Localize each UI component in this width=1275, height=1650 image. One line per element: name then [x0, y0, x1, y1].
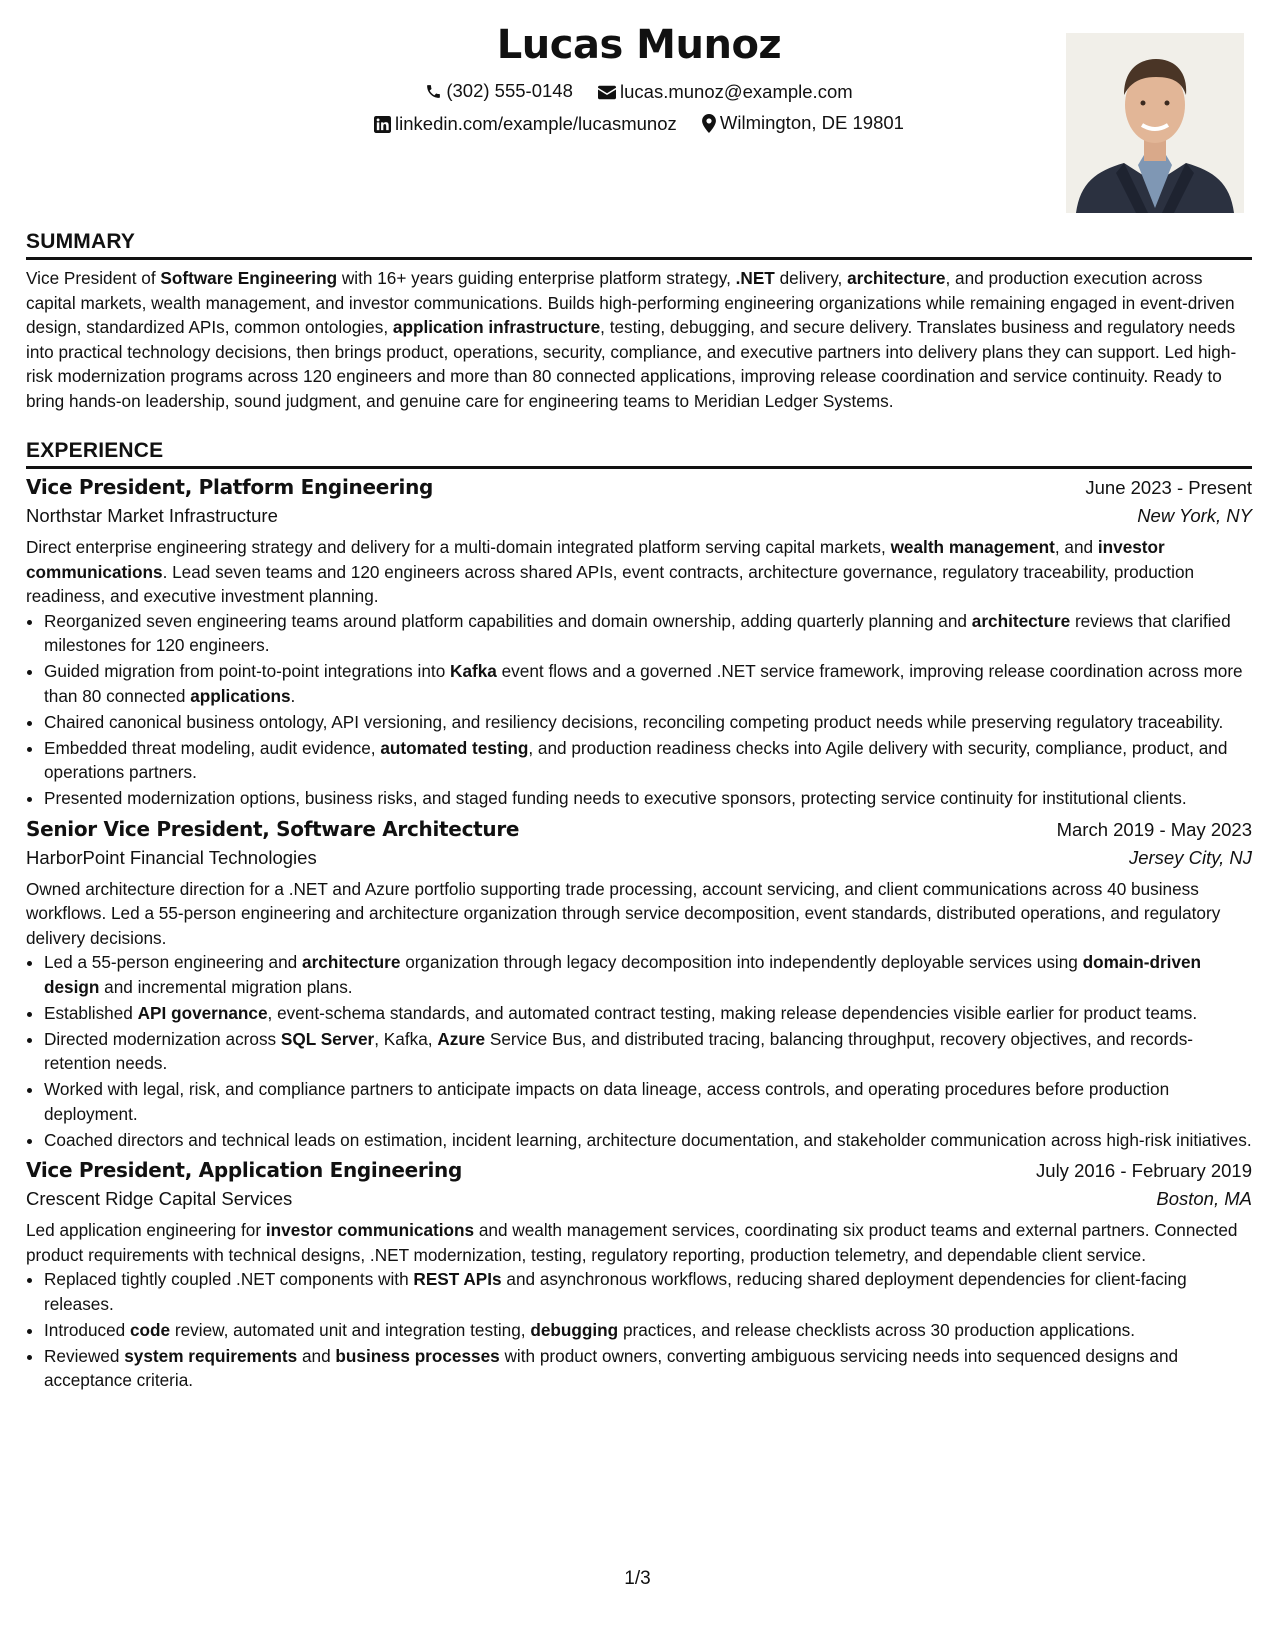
resume-page: [26, 0, 1252, 1650]
job-dates: June 2023 - Present: [1085, 477, 1252, 498]
job-company: HarborPoint Financial Technologies: [26, 846, 317, 868]
bold-keyword: architecture: [302, 952, 401, 972]
text-run: , and production execution across capital markets, wealth management, and investor communications. Builds high-performing engineering organizations while remaining engaged in event-driven design, standardized APIs, common ontologies,: [26, 268, 1235, 337]
job-title: Senior Vice President, Software Architecture: [26, 816, 520, 841]
job-location: Jersey City, NJ: [1128, 846, 1252, 868]
bullet-item: [44, 1318, 1252, 1343]
bold-keyword: architecture: [971, 610, 1071, 631]
text-run: , testing, debugging, and secure delivery. Translates business and regulatory needs into practical technology decisions, then brings product, operations, security, compliance, and executive partners into delivery plans they can support. Led high-risk modernization programs across 120 engineers and more than 80 connected applications, improving release coordination and service continuity. Ready to bring hands-on leadership, sound judgment, and genuine care for engineering teams to Meridian Ledger Systems.: [26, 317, 1237, 411]
candidate-name: Lucas Munoz: [496, 22, 782, 68]
text-run: review, automated unit and integration testing,: [170, 1319, 531, 1340]
text-run: Guided migration from point-to-point integrations into: [44, 661, 451, 681]
bullet-item: [44, 659, 1252, 708]
bold-keyword: Azure: [437, 1028, 486, 1049]
text-run: , Kafka,: [374, 1028, 438, 1049]
bold-keyword: business processes: [335, 1345, 500, 1366]
text-run: Replaced tightly coupled .NET components with: [44, 1269, 414, 1289]
text-run: and asynchronous workflows, reducing shared deployment dependencies for client-facing releases.: [44, 1269, 1187, 1314]
bullet-item: [44, 1077, 1252, 1126]
page-number: 1/3: [624, 1568, 651, 1589]
job-title: Vice President, Platform Engineering: [26, 475, 434, 499]
phone-icon: [425, 83, 442, 100]
text-run: Embedded threat modeling, audit evidence,: [44, 737, 381, 758]
bold-keyword: domain-driven design: [44, 952, 1202, 997]
text-run: , and production readiness checks into Agile delivery with security, compliance, product, and operations partners.: [44, 737, 1228, 782]
job-description: [26, 1218, 1252, 1267]
text-run: Direct enterprise engineering strategy and delivery for a multi-domain integrated platform serving capital markets,: [26, 537, 891, 557]
job-dates: March 2019 - May 2023: [1056, 818, 1252, 840]
text-run: Led a 55-person engineering and: [44, 952, 303, 972]
map-pin-icon: [702, 114, 716, 133]
job-company-row: [26, 1188, 1252, 1210]
job-entry: [26, 1158, 1252, 1393]
phone-text: (302) 555-0148: [446, 80, 573, 101]
summary-paragraph: [26, 266, 1252, 413]
contact-linkedin[interactable]: [374, 113, 677, 135]
text-run: with product owners, converting ambiguous servicing needs into sequenced designs and acceptance criteria.: [44, 1345, 1179, 1390]
bullet-item: [44, 1001, 1252, 1026]
text-run: and: [297, 1345, 336, 1366]
job-company-row: [26, 847, 1252, 869]
text-run: with 16+ years guiding enterprise platform strategy,: [337, 268, 736, 288]
bullet-item: [44, 609, 1252, 658]
bold-keyword: applications: [190, 685, 291, 706]
linkedin-icon: [374, 116, 391, 133]
email-text: lucas.munoz@example.com: [620, 81, 853, 102]
job-dates: July 2016 - February 2019: [1036, 1160, 1252, 1181]
text-run: reviews that clarified milestones for 120 engineers.: [44, 610, 1231, 655]
experience-list: [26, 475, 1252, 1393]
text-run: and wealth management services, coordinating six product teams and external partners. Connected product requirements with technical designs, .NET modernization, testing, regulatory reporting, production telemetry, and dependable client service.: [26, 1220, 1238, 1265]
text-run: , and: [1054, 537, 1098, 557]
job-location: Boston, MA: [1156, 1188, 1252, 1209]
job-location: New York, NY: [1137, 505, 1252, 526]
text-run: organization through legacy decomposition into independently deployable services using: [400, 952, 1083, 972]
bold-keyword: debugging: [530, 1319, 619, 1340]
experience-heading: EXPERIENCE: [26, 439, 1252, 469]
text-run: Reorganized seven engineering teams around platform capabilities and domain ownership, adding quarterly planning and: [44, 610, 972, 631]
bold-keyword: API governance: [137, 1002, 268, 1023]
job-bullets: [26, 950, 1252, 1152]
job-title-row: [26, 1158, 1252, 1182]
contact-email[interactable]: [598, 81, 853, 103]
job-bullets: [26, 1267, 1252, 1393]
text-run: Worked with legal, risk, and compliance partners to anticipate impacts on data lineage, access controls, and operating procedures before production deployment.: [44, 1079, 1170, 1124]
resume-header: [26, 0, 1252, 230]
job-description: [26, 877, 1252, 951]
bold-keyword: Software Engineering: [160, 268, 338, 288]
envelope-icon: [598, 85, 616, 100]
text-run: event flows and a governed .NET service framework, improving release coordination across more than 80 connected: [44, 661, 1243, 706]
bullet-item: [44, 710, 1252, 735]
location-text: Wilmington, DE 19801: [719, 112, 904, 133]
text-run: Led application engineering for: [26, 1220, 266, 1240]
bullet-item: [44, 950, 1252, 999]
bold-keyword: REST APIs: [413, 1269, 502, 1289]
bullet-item: [44, 1128, 1252, 1153]
bold-keyword: automated testing: [380, 737, 529, 758]
text-run: Coached directors and technical leads on estimation, incident learning, architecture documentation, and stakeholder communication across high-risk initiatives.: [44, 1129, 1252, 1150]
job-company-row: [26, 505, 1252, 527]
bold-keyword: investor communications: [26, 537, 1165, 582]
bullet-item: [44, 1344, 1252, 1393]
bullet-item: [44, 1027, 1252, 1076]
bold-keyword: architecture: [847, 268, 946, 288]
bullet-item: [44, 736, 1252, 785]
text-run: Directed modernization across: [44, 1028, 281, 1049]
bold-keyword: .NET: [735, 268, 775, 288]
text-run: and incremental migration plans.: [99, 976, 353, 997]
text-run: Introduced: [44, 1319, 130, 1340]
text-run: Vice President of: [26, 268, 161, 288]
job-company: Crescent Ridge Capital Services: [26, 1188, 293, 1209]
text-run: Chaired canonical business ontology, API versioning, and resiliency decisions, reconciling competing product needs while preserving regulatory traceability.: [44, 711, 1224, 732]
contact-location: [702, 112, 904, 134]
bullet-item: [44, 1267, 1252, 1316]
bold-keyword: SQL Server: [280, 1028, 375, 1049]
job-title-row: [26, 475, 1252, 499]
job-company: Northstar Market Infrastructure: [26, 505, 278, 526]
job-bullets: [26, 609, 1252, 811]
text-run: Service Bus, and distributed tracing, balancing throughput, recovery objectives, and records-retention needs.: [44, 1028, 1194, 1073]
text-run: , event-schema standards, and automated contract testing, making release dependencies visible earlier for product teams.: [267, 1002, 1198, 1023]
job-description: [26, 535, 1252, 609]
bold-keyword: investor communications: [265, 1220, 475, 1240]
job-entry: [26, 475, 1252, 811]
text-run: delivery,: [774, 268, 848, 288]
text-run: Reviewed: [44, 1345, 125, 1366]
text-run: . Lead seven teams and 120 engineers across shared APIs, event contracts, architecture governance, regulatory traceability, production readiness, and executive investment planning.: [26, 561, 1195, 606]
job-title-row: [26, 817, 1252, 841]
text-run: practices, and release checklists across 30 production applications.: [618, 1319, 1136, 1340]
summary-heading: SUMMARY: [26, 230, 1252, 260]
job-title: Vice President, Application Engineering: [26, 1158, 462, 1182]
profile-photo: [1066, 33, 1244, 213]
bullet-item: [44, 786, 1252, 811]
text-run: Presented modernization options, business risks, and staged funding needs to executive sponsors, protecting service continuity for institutional clients.: [44, 788, 1187, 808]
text-run: Established: [44, 1002, 138, 1023]
contact-phone: [425, 80, 573, 102]
linkedin-text: linkedin.com/example/lucasmunoz: [395, 113, 677, 134]
bold-keyword: code: [130, 1319, 171, 1340]
bold-keyword: wealth management: [890, 537, 1055, 557]
bold-keyword: system requirements: [124, 1345, 298, 1366]
bold-keyword: application infrastructure: [392, 317, 601, 337]
text-run: Owned architecture direction for a .NET and Azure portfolio supporting trade processing, account servicing, and client communications across 40 business workflows. Led a 55-person engineering and architecture organization through service decomposition, event standards, distributed operations, and regulatory delivery decisions.: [26, 878, 1221, 948]
job-entry: [26, 817, 1252, 1153]
bold-keyword: Kafka: [450, 661, 497, 681]
text-run: .: [290, 685, 296, 706]
